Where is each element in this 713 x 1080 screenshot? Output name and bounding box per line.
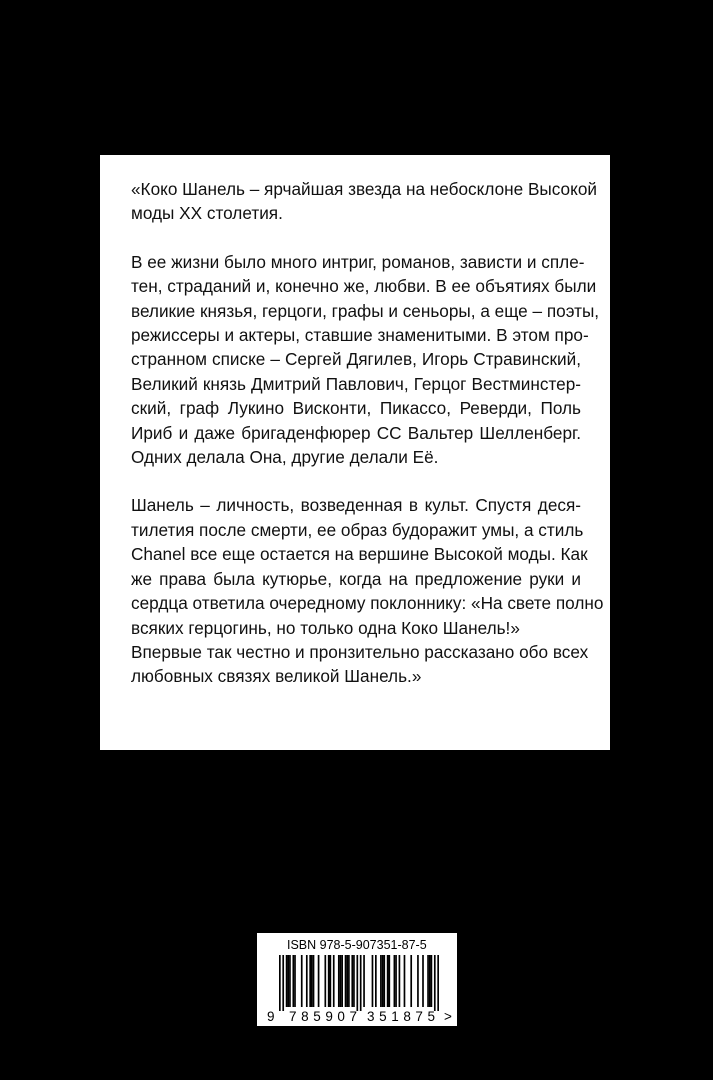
barcode-bar: [394, 955, 396, 1007]
barcode-bar: [372, 955, 374, 1007]
barcode-bar: [437, 955, 439, 1011]
text-line: всяких герцогинь, но только одна Коко Шанель!»: [131, 617, 520, 638]
barcode-bar: [279, 955, 281, 1011]
barcode-quiet-zone-mark: >: [444, 1009, 452, 1024]
barcode-bar: [294, 955, 296, 1007]
text-line: Одних делала Она, другие делали Её.: [131, 447, 439, 468]
barcode-bar: [427, 955, 429, 1007]
barcode-bar: [318, 955, 320, 1007]
barcode-bar: [287, 955, 289, 1007]
barcode-bar: [422, 955, 424, 1007]
barcode-bar: [341, 955, 343, 1007]
barcode-bar: [286, 955, 288, 1007]
isbn-label: ISBN 978-5-907351-87-5: [287, 938, 427, 952]
text-line: любовных связях великой Шанель.»: [131, 666, 422, 687]
paragraph-2: [131, 250, 600, 470]
barcode-bars: [279, 955, 439, 1011]
text-line: великие князья, герцоги, графы и сеньоры, а еще – поэты,: [131, 300, 600, 321]
barcode-bar: [380, 955, 382, 1007]
text-line: Ириб и даже бригаденфюрер СС Вальтер Шелленберг.: [131, 422, 581, 443]
paragraph-1: [131, 177, 597, 226]
barcode-bar: [306, 955, 308, 1007]
text-line: странном списке – Сергей Дягилев, Игорь Стравинский,: [131, 349, 581, 370]
barcode-bar: [431, 955, 433, 1007]
barcode-bar: [434, 955, 436, 1011]
barcode-bar: [399, 955, 401, 1007]
paragraph-3: [131, 493, 604, 688]
text-line: же права была кутюрье, когда на предложение руки и: [131, 568, 581, 589]
barcode-bar: [333, 955, 335, 1007]
barcode-bar: [292, 955, 294, 1007]
barcode-bar: [346, 955, 348, 1007]
barcode-bar: [282, 955, 284, 1011]
text-line: тилетия после смерти, ее образ будоражит умы, а стиль: [131, 519, 584, 540]
barcode-bar: [311, 955, 313, 1007]
barcode-bar: [429, 955, 431, 1007]
barcode-bar: [388, 955, 390, 1007]
text-line: моды XX столетия.: [131, 203, 283, 224]
barcode-digits: [257, 1009, 457, 1026]
barcode-bar: [417, 955, 419, 1007]
barcode-bar: [324, 955, 326, 1007]
barcode-bar: [301, 955, 303, 1007]
barcode-bar: [383, 955, 385, 1007]
annotation-text-box: [100, 155, 610, 750]
text-line: режиссеры и актеры, ставшие знаменитыми. В этом про-: [131, 325, 589, 346]
barcode-bar: [313, 955, 315, 1007]
barcode-bar: [353, 955, 355, 1007]
text-line: Впервые так честно и пронзительно рассказано обо всех: [131, 641, 589, 662]
barcode-bar: [363, 955, 365, 1007]
barcode-bar: [328, 955, 330, 1007]
barcode-bar: [382, 955, 384, 1007]
barcode-bar: [387, 955, 389, 1007]
barcode-bar: [289, 955, 291, 1007]
text-line: тен, страданий и, конечно же, любви. В ее объятиях были: [131, 276, 597, 297]
barcode-bar: [375, 955, 377, 1007]
text-line: Великий князь Дмитрий Павлович, Герцог Вестминстер-: [131, 373, 581, 394]
barcode-bar: [330, 955, 332, 1007]
text-line: ский, граф Лукино Висконти, Пикассо, Реверди, Поль: [131, 398, 581, 419]
barcode-bar: [348, 955, 350, 1007]
isbn-barcode: [257, 933, 457, 1026]
text-line: сердца ответила очередному поклоннику: «На свете полно: [131, 593, 604, 614]
barcode-bar: [395, 955, 397, 1007]
text-line: Шанель – личность, возведенная в культ. Спустя деся-: [131, 495, 581, 516]
barcode-bar: [356, 955, 358, 1011]
barcode-digit-lead: 9: [267, 1009, 275, 1024]
text-line: Chanel все еще остается на вершине Высокой моды. Как: [131, 544, 588, 565]
text-line: В ее жизни было много интриг, романов, зависти и спле-: [131, 251, 585, 272]
barcode-digits-right: 351875: [367, 1009, 440, 1024]
barcode-bar: [340, 955, 342, 1007]
barcode-bar: [338, 955, 340, 1007]
barcode-bar: [309, 955, 311, 1007]
barcode-bar: [351, 955, 353, 1007]
text-line: «Коко Шанель – ярчайшая звезда на небосклоне Высокой: [131, 179, 597, 199]
barcode-digits-left: 785907: [289, 1009, 362, 1024]
barcode-bar: [410, 955, 412, 1007]
barcode-bar: [404, 955, 406, 1007]
barcode-bar: [360, 955, 362, 1011]
barcode-bar: [345, 955, 347, 1007]
